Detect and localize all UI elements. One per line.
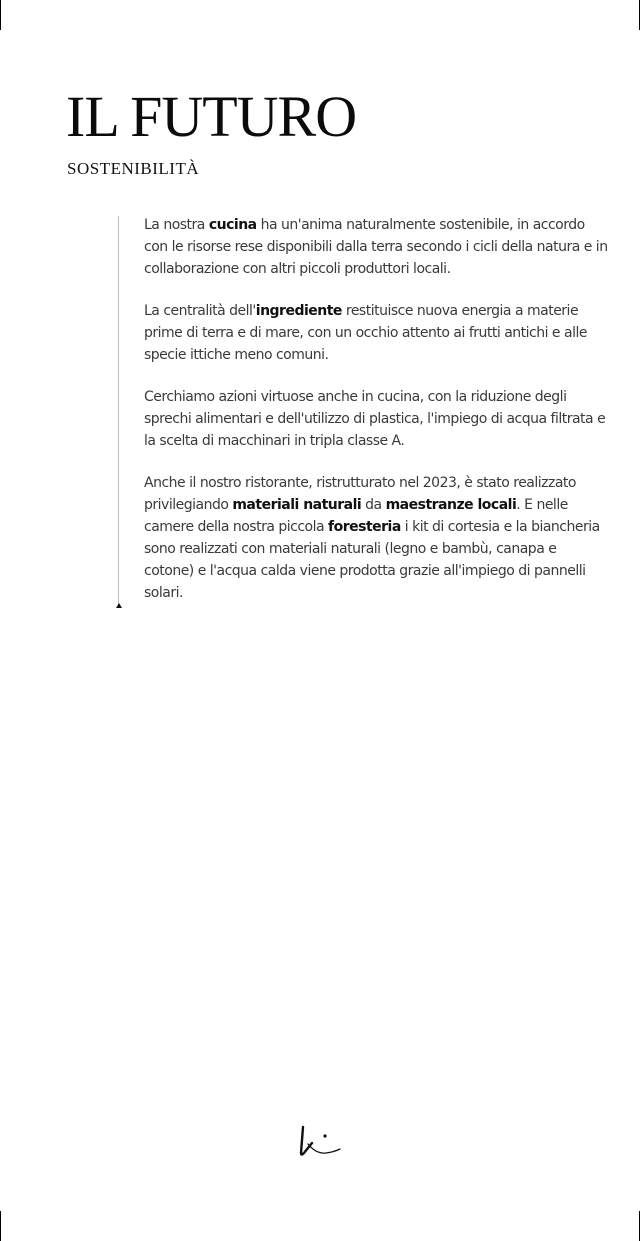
paragraph-text: . E nelle camere della nostra piccola xyxy=(144,497,568,535)
keyword-foresteria: foresteria xyxy=(328,519,401,535)
vertical-rule xyxy=(118,216,119,607)
crop-mark-bottom-left xyxy=(0,1211,1,1241)
page-title: IL FUTURO xyxy=(66,84,357,149)
keyword-maestranze-locali: maestranze locali xyxy=(385,497,517,513)
paragraph-text: Anche il nostro ristorante, ristrutturato nel 2023, è stato realizzato privilegiando xyxy=(144,475,576,513)
keyword-ingrediente: ingrediente xyxy=(255,303,342,319)
paragraph-text: restituisce nuova energia a materie prime di terra e di mare, con un occhio attento ai frutti antichi e alle specie ittiche meno comuni. xyxy=(144,303,587,363)
section-subtitle: SOSTENIBILITÀ xyxy=(67,159,200,178)
rule-arrow-icon xyxy=(116,603,122,608)
paragraph-text: da xyxy=(361,497,386,513)
paragraph-ingrediente xyxy=(144,300,608,366)
keyword-materiali-naturali: materiali naturali xyxy=(232,497,362,513)
paragraph-text: La centralità dell' xyxy=(144,303,256,319)
paragraph-text: i kit di cortesia e la biancheria sono realizzati con materiali naturali (legno e bambù, canapa e cotone) e l'acqua calda viene prodotta grazie all'impiego di pannelli solari. xyxy=(144,519,600,601)
paragraph-text: Cerchiamo azioni virtuose anche in cucina, con la riduzione degli sprechi alimentari e dell'utilizzo di plastica, l'impiego di acqua filtrata e la scelta di macchinari in tripla classe A. xyxy=(144,389,606,449)
keyword-cucina: cucina xyxy=(208,217,257,233)
paragraph-ristorante xyxy=(144,472,608,604)
brand-monogram-icon xyxy=(296,1122,344,1160)
paragraph-text: ha un'anima naturalmente sostenibile, in accordo con le risorse rese disponibili dalla terra secondo i cicli della natura e in collaborazione con altri piccoli produttori locali. xyxy=(144,217,608,277)
crop-mark-top-left xyxy=(0,0,1,30)
paragraph-cucina xyxy=(144,214,608,280)
paragraph-text: La nostra xyxy=(144,217,209,233)
body-text xyxy=(144,214,608,624)
paragraph-azioni-virtuose xyxy=(144,386,608,452)
